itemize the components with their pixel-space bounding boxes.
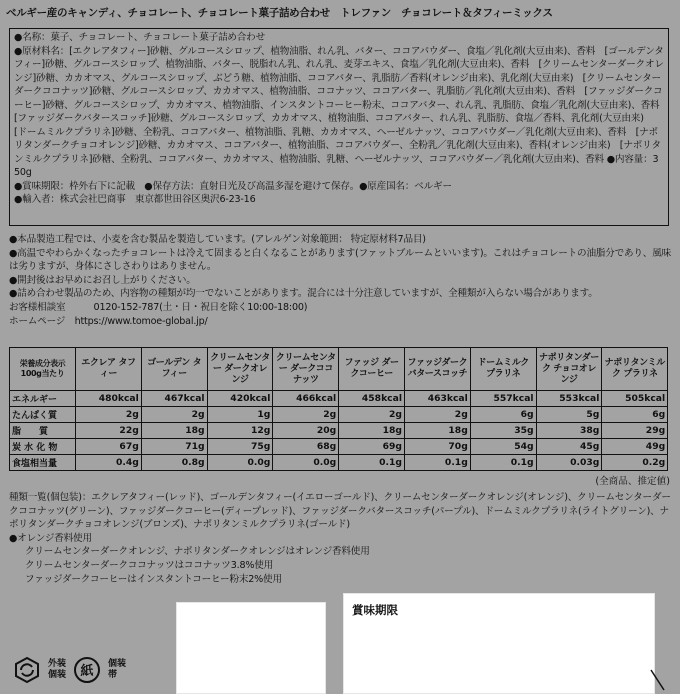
table-cell: 466kcal [273, 391, 339, 407]
table-cell: 0.0g [273, 455, 339, 471]
table-cell: 0.03g [536, 455, 602, 471]
table-cell: 467kcal [141, 391, 207, 407]
flavor-note: ファッジダークコーヒーはインスタントコーヒー粉末2%使用 [25, 573, 282, 585]
table-cell: 29g [602, 423, 668, 439]
table-row [10, 423, 668, 439]
corner-arrow-icon [648, 668, 668, 692]
nutrition-col-header: ファッジダーク バタースコッチ [404, 348, 470, 391]
note-fat-bloom: ●高温でやわらかくなったチョコレートは冷えて固まると白くなることがあります(ファットブルームといいます)。これはチョコレートの油脂分であり、風味は劣りますが、身体にさしさわりはありません。 [9, 247, 671, 273]
table-cell: 22g [76, 423, 142, 439]
table-cell: 1g [207, 407, 273, 423]
nutrition-header-label: 栄養成分表示 100g当たり [10, 348, 76, 391]
table-cell: 505kcal [602, 391, 668, 407]
row-label: 脂 質 [10, 423, 76, 439]
nutrition-col-header: クリームセンター ダークオレンジ [207, 348, 273, 391]
label-expiry-storage-line: ●賞味期限：枠外右下に記載 ●保存方法：直射日光及び高温多湿を避けて保存。●原産国名：ベルギー [14, 180, 452, 192]
table-row [10, 391, 668, 407]
table-cell: 2g [404, 407, 470, 423]
product-label-box [9, 28, 669, 226]
types-section [9, 491, 671, 586]
svg-text:紙: 紙 [80, 664, 94, 679]
table-cell: 0.1g [339, 455, 405, 471]
table-cell: 458kcal [339, 391, 405, 407]
note-allergen: ●本品製造工程では、小麦を含む製品を製造しています。(アレルゲン対象範囲： 特定原材料7品目) [9, 234, 426, 245]
recycle-label-line: 個装 [48, 670, 67, 680]
nutrition-col-header: ドームミルク プラリネ [470, 348, 536, 391]
table-cell: 6g [602, 407, 668, 423]
table-cell: 69g [339, 439, 405, 455]
recycle-label-line: 帯 [108, 670, 118, 680]
flavor-note: クリームセンターダークオレンジ、ナポリタンダークオレンジはオレンジ香料使用 [25, 546, 370, 558]
plastic-recycle-label [48, 659, 66, 681]
note-assortment: ●詰め合わせ製品のため、内容物の種類が均一でないことがあります。混合には十分注意していますが、全種類が入らない場合があります。 [9, 288, 598, 300]
notes-section [9, 233, 671, 328]
table-cell: 71g [141, 439, 207, 455]
table-cell: 18g [404, 423, 470, 439]
label-ingredients-line: ●原材料名：[エクレアタフィー]砂糖、グルコースシロップ、植物油脂、れん乳、バター、ココアパウダー、食塩／乳化剤(大豆由来)、香料 [ゴールデンタフィー]砂糖、グルコースシロップ、植物油脂、バター、脱脂れん乳、れん乳、麦芽エキス、食塩／乳化剤(大豆由来)、香料 [クリームセンターダークオレンジ]砂糖、カカオマス、グルコースシロップ、ぶどう糖、植物油脂、ココアバター、乳脂肪／香料(オレンジ由来)、乳化剤(大豆由来) [クリームセンターダークココナッツ]砂糖、グルコースシロップ、カカオマス、植物油脂、ココナッツ、ココアバター、乳脂肪／乳化剤(大豆由来)、香料 [ファッジダークコーヒー]砂糖、グルコースシロップ、カカオマス、植物油脂、インスタントコーヒー粉末、ココアバター、れん乳、乳脂肪、食塩／乳化剤(大豆由来)、香料 [ファッジダークバタースコッチ]砂糖、グルコースシロップ、カカオマス、植物油脂、ココアバター、れん乳、乳脂肪、食塩／香料、乳化剤(大豆由来) [ドームミルクプラリネ]砂糖、全粉乳、ココアバター、植物油脂、乳糖、カカオマス、ヘーゼルナッツ、ココアパウダー／乳化剤(大豆由来)、香料 [ナポリタンダークチョコオレンジ]砂糖、カカオマス、ココアバター、植物油脂、ココアパウダー、全粉乳／乳化剤(大豆由来)、香料(オレンジ由来) [ナポリタンミルクプラリネ]砂糖、全粉乳、ココアバター、カカオマス、植物油脂、乳糖、ヘーゼルナッツ、ココアパウダー／乳化剤(大豆由来)、香料 ●内容量：350g [14, 45, 669, 178]
table-cell: 20g [273, 423, 339, 439]
nutrition-col-header: ファッジ ダークコーヒー [339, 348, 405, 391]
table-cell: 0.4g [76, 455, 142, 471]
table-cell: 18g [339, 423, 405, 439]
nutrition-col-header: ナポリタンミルク プラリネ [602, 348, 668, 391]
table-cell: 2g [273, 407, 339, 423]
nutrition-col-header: クリームセンター ダークココナッツ [273, 348, 339, 391]
table-cell: 480kcal [76, 391, 142, 407]
nutrition-col-header: ナポリタンダーク チョコオレンジ [536, 348, 602, 391]
product-header: ベルギー産のキャンディ、チョコレート、チョコレート菓子詰め合わせ トレファン チョコレート＆タフィーミックス [6, 7, 553, 19]
table-cell: 557kcal [470, 391, 536, 407]
table-cell: 2g [339, 407, 405, 423]
nutrition-col-header: ゴールデン タフィー [141, 348, 207, 391]
table-cell: 49g [602, 439, 668, 455]
orange-flavor-heading: ●オレンジ香料使用 [9, 532, 92, 544]
nutrition-footnote: (全商品、推定値) [595, 476, 670, 487]
table-cell: 54g [470, 439, 536, 455]
table-row [10, 439, 668, 455]
table-cell: 35g [470, 423, 536, 439]
row-label: エネルギー [10, 391, 76, 407]
table-row [10, 455, 668, 471]
paper-recycle-label [108, 659, 126, 681]
table-cell: 12g [207, 423, 273, 439]
recycle-marks [12, 652, 130, 688]
flavor-note: クリームセンターダークココナッツはココナッツ3.8%使用 [25, 559, 274, 571]
homepage-line: ホームページ https://www.tomoe-global.jp/ [9, 315, 208, 327]
table-cell: 0.1g [404, 455, 470, 471]
table-cell: 5g [536, 407, 602, 423]
table-cell: 463kcal [404, 391, 470, 407]
label-importer-line: ●輸入者：株式会社巴商事 東京都世田谷区奥沢6-23-16 [14, 194, 256, 205]
types-list: 種類一覧(個包装)：エクレアタフィー(レッド)、ゴールデンタフィー(イエローゴールド)、クリームセンターダークオレンジ(オレンジ)、クリームセンターダークココナッツ(グリーン)、ファッジダークコーヒー(ディープレッド)、ファッジダークバタースコッチ(パープル)、ドームミルクプラリネ(ライトグリーン)、ナポリタンダークチョコオレンジ(ブロンズ)、ナポリタンミルクプラリネ(ゴールド) [9, 492, 671, 531]
expiry-label: 賞味期限 [352, 603, 398, 617]
note-after-opening: ●開封後はお早めにお召し上がりください。 [9, 274, 196, 286]
table-cell: 0.1g [470, 455, 536, 471]
table-cell: 18g [141, 423, 207, 439]
recycle-label-line: 外装 [48, 659, 67, 669]
table-cell: 553kcal [536, 391, 602, 407]
row-label: 食塩相当量 [10, 455, 76, 471]
table-cell: 70g [404, 439, 470, 455]
table-cell: 0.2g [602, 455, 668, 471]
table-cell: 2g [76, 407, 142, 423]
customer-service-line: お客様相談室 0120-152-787(土・日・祝日を除く10:00-18:00) [9, 301, 308, 313]
table-cell: 2g [141, 407, 207, 423]
label-name-line: ●名称：菓子、チョコレート、チョコレート菓子詰め合わせ [14, 32, 265, 43]
plastic-recycle-icon [12, 655, 42, 685]
table-row [10, 407, 668, 423]
nutrition-header-row [10, 348, 668, 391]
nutrition-col-header: エクレア タフィー [76, 348, 142, 391]
nutrition-table [9, 347, 668, 471]
row-label: 炭 水 化 物 [10, 439, 76, 455]
table-cell: 0.8g [141, 455, 207, 471]
table-cell: 67g [76, 439, 142, 455]
table-cell: 420kcal [207, 391, 273, 407]
row-label: たんぱく質 [10, 407, 76, 423]
table-cell: 45g [536, 439, 602, 455]
table-cell: 38g [536, 423, 602, 439]
table-cell: 68g [273, 439, 339, 455]
table-cell: 6g [470, 407, 536, 423]
table-cell: 75g [207, 439, 273, 455]
recycle-label-line: 個装 [108, 659, 127, 669]
paper-recycle-icon [72, 655, 102, 685]
table-cell: 0.0g [207, 455, 273, 471]
blank-white-panel [176, 602, 326, 694]
